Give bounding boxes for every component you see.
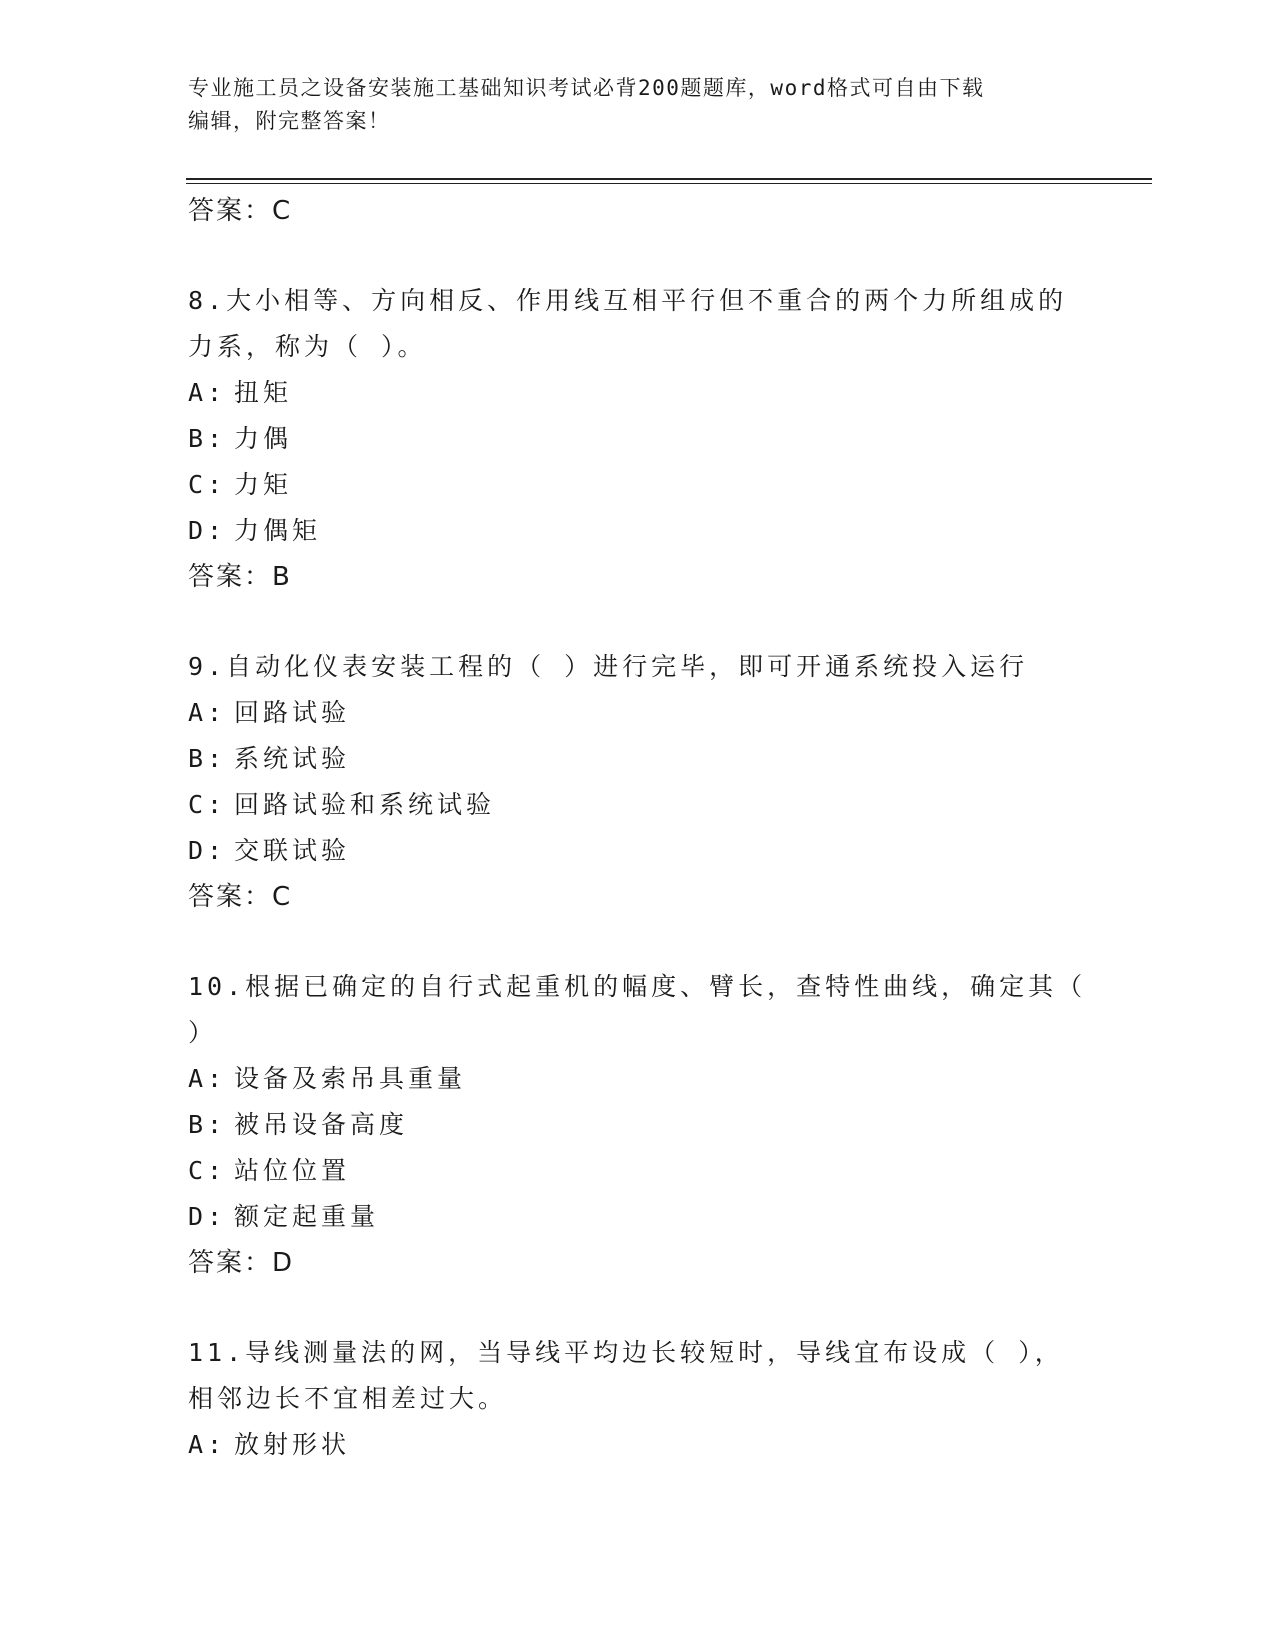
option-text: 力偶矩 bbox=[234, 516, 322, 545]
option-key: D: bbox=[188, 1202, 227, 1231]
option-c bbox=[188, 1148, 1088, 1194]
question-item bbox=[188, 644, 1088, 920]
question-list bbox=[188, 188, 1088, 1468]
option-key: C: bbox=[188, 470, 227, 499]
option-text: 额定起重量 bbox=[234, 1202, 380, 1231]
question-stem-continued: ） bbox=[188, 1018, 218, 1047]
answer-line: 答案：C bbox=[188, 882, 293, 912]
option-text: 站位位置 bbox=[234, 1156, 351, 1185]
question-stem: 11.导线测量法的网，当导线平均边长较短时，导线宜布设成（ ）， bbox=[188, 1338, 1064, 1367]
header-divider-thin bbox=[186, 183, 1152, 184]
option-d bbox=[188, 1194, 1088, 1240]
option-a bbox=[188, 1422, 1088, 1468]
option-text: 放射形状 bbox=[234, 1430, 351, 1459]
header-divider-thick bbox=[186, 178, 1152, 180]
option-key: D: bbox=[188, 516, 227, 545]
header-line-1: 专业施工员之设备安装施工基础知识考试必背200题题库，word格式可自由下载 bbox=[188, 76, 985, 100]
question-stem: 8.大小相等、方向相反、作用线互相平行但不重合的两个力所组成的 bbox=[188, 286, 1068, 315]
question-stem: 10.根据已确定的自行式起重机的幅度、臂长，查特性曲线，确定其（ bbox=[188, 972, 1087, 1001]
option-text: 系统试验 bbox=[234, 744, 351, 773]
option-key: A: bbox=[188, 1430, 227, 1459]
option-key: A: bbox=[188, 1064, 227, 1093]
header-line-2: 编辑，附完整答案！ bbox=[188, 109, 391, 133]
option-key: D: bbox=[188, 836, 227, 865]
question-stem-continued: 相邻边长不宜相差过大。 bbox=[188, 1384, 508, 1413]
question-item bbox=[188, 1330, 1088, 1468]
option-text: 力偶 bbox=[234, 424, 293, 453]
option-key: A: bbox=[188, 378, 227, 407]
option-c bbox=[188, 782, 1088, 828]
option-key: B: bbox=[188, 424, 227, 453]
option-text: 设备及索吊具重量 bbox=[234, 1064, 467, 1093]
option-text: 回路试验和系统试验 bbox=[234, 790, 496, 819]
option-text: 回路试验 bbox=[234, 698, 351, 727]
option-text: 交联试验 bbox=[234, 836, 351, 865]
option-text: 力矩 bbox=[234, 470, 293, 499]
option-d bbox=[188, 508, 1088, 554]
option-b bbox=[188, 416, 1088, 462]
option-key: B: bbox=[188, 744, 227, 773]
option-key: B: bbox=[188, 1110, 227, 1139]
question-item bbox=[188, 964, 1088, 1286]
question-item bbox=[188, 278, 1088, 600]
option-b bbox=[188, 736, 1088, 782]
option-a bbox=[188, 370, 1088, 416]
option-a bbox=[188, 1056, 1088, 1102]
option-c bbox=[188, 462, 1088, 508]
answer-line: 答案：C bbox=[188, 196, 293, 226]
option-key: C: bbox=[188, 790, 227, 819]
option-text: 扭矩 bbox=[234, 378, 293, 407]
option-text: 被吊设备高度 bbox=[234, 1110, 409, 1139]
question-stem-continued: 力系，称为（ ）。 bbox=[188, 332, 427, 361]
option-key: C: bbox=[188, 1156, 227, 1185]
option-b bbox=[188, 1102, 1088, 1148]
option-key: A: bbox=[188, 698, 227, 727]
question-stem: 9.自动化仪表安装工程的（ ）进行完毕，即可开通系统投入运行 bbox=[188, 652, 1029, 681]
answer-line: 答案：B bbox=[188, 562, 292, 592]
option-a bbox=[188, 690, 1088, 736]
document-header bbox=[188, 72, 1088, 138]
answer-line: 答案：D bbox=[188, 1248, 295, 1278]
option-d bbox=[188, 828, 1088, 874]
